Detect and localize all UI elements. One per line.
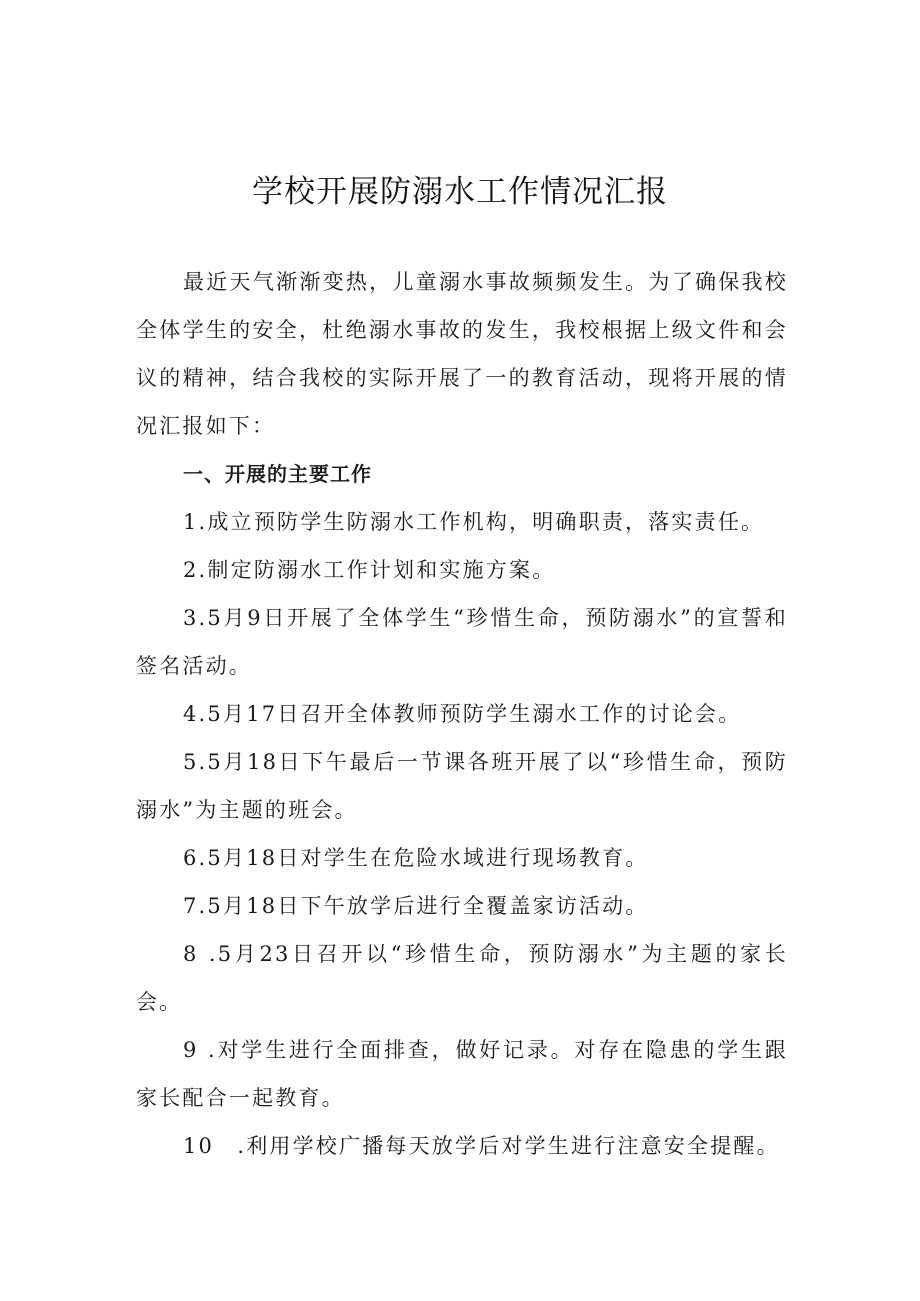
list-item: 9 .对学生进行全面排查，做好记录。对存在隐患的学生跟家长配合一起教育。 — [136, 1038, 788, 1110]
list-item: 6.5月18日对学生在危险水域进行现场教育。 — [183, 846, 649, 870]
list-item: 2.制定防溺水工作计划和实施方案。 — [183, 558, 556, 582]
list-item: 5.5月18日下午最后一节课各班开展了以“珍惜生命，预防溺水”为主题的班会。 — [136, 750, 788, 822]
list-item: 4.5月17日召开全体教师预防学生溺水工作的讨论会。 — [183, 702, 742, 726]
intro-paragraph: 最近天气渐渐变热，儿童溺水事故频频发生。为了确保我校全体学生的安全，杜绝溺水事故的发生，我校根据上级文件和会议的精神，结合我校的实际开展了一的教育活动，现将开展的情况汇报如下： — [136, 270, 788, 438]
list-item: 7.5月18日下午放学后进行全覆盖家访活动。 — [183, 894, 649, 918]
list-item: 1.成立预防学生防溺水工作机构，明确职责，落实责任。 — [183, 510, 765, 534]
list-item: 3.5月9日开展了全体学生“珍惜生命，预防溺水”的宣誓和签名活动。 — [136, 606, 788, 678]
document-title: 学校开展防溺水工作情况汇报 — [252, 174, 668, 210]
section-heading: 一、开展的主要工作 — [183, 462, 372, 486]
document-body — [136, 258, 788, 1170]
list-item: 8 .5月23日召开以“珍惜生命，预防溺水”为主题的家长会。 — [136, 942, 788, 1014]
list-item: 10 .利用学校广播每天放学后对学生进行注意安全提醒。 — [183, 1134, 780, 1158]
